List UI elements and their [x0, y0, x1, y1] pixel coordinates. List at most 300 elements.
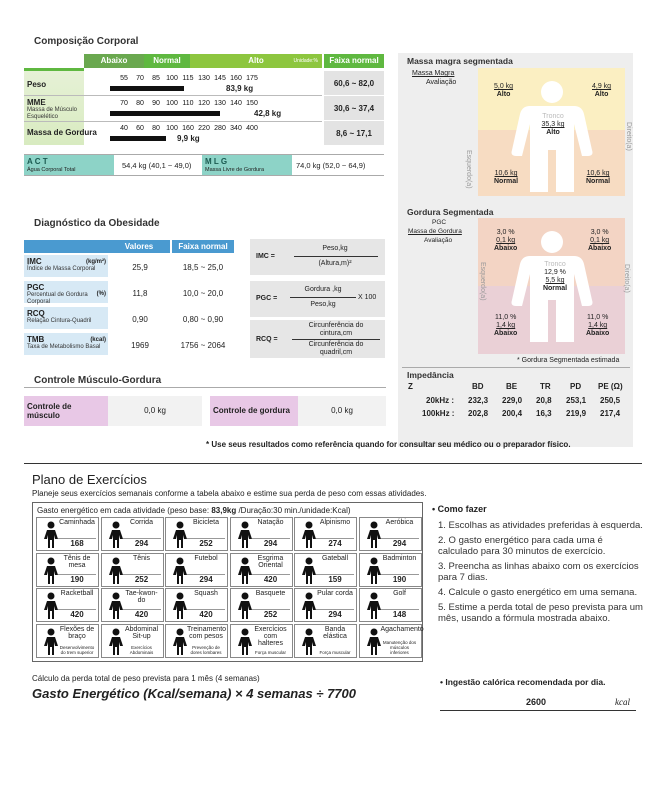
exercise-name: Agachamento: [380, 625, 424, 633]
exercise-figure-icon: [299, 628, 317, 648]
exercise-figure-icon: [235, 628, 253, 648]
exercise-kcal: 252: [252, 609, 290, 619]
exercise-cell: [36, 588, 99, 622]
intake-label: • Ingestão calórica recomendada por dia.: [440, 677, 606, 687]
range: 10,0 ~ 20,0: [182, 289, 224, 298]
exercise-cell: [165, 553, 228, 587]
exercise-cell: [359, 517, 422, 551]
tick-label: 100: [166, 75, 178, 82]
water-row: [24, 154, 384, 176]
header-range: Faixa normal: [324, 54, 384, 68]
exercise-cell: [101, 588, 164, 622]
exercise-figure-icon: [364, 628, 382, 648]
obesity-row-tmb: [24, 333, 234, 355]
mlg-value: 74,0 kg (52,0 ~ 64,9): [296, 161, 366, 170]
exercise-cell: [101, 553, 164, 587]
exercise-kcal: 420: [252, 574, 290, 584]
impedance-value: 253,1: [566, 396, 587, 405]
mlg-sublabel: Massa Livre de Gordura: [205, 167, 264, 173]
mme-label: [27, 98, 85, 121]
exercise-name: Esgrima Oriental: [257, 554, 284, 569]
plan-subtitle: Planeje seus exercícios semanais conforme a tabela abaixo e estime sua perda de peso com essas atividades.: [32, 489, 427, 498]
exercise-name: Exercícios com halteres: [254, 625, 287, 647]
sublabel: Índice de Massa Corporal: [27, 266, 96, 272]
exercise-figure-icon: [106, 521, 124, 541]
numerator: Peso,kg: [322, 245, 348, 252]
step: 4. Calcule o gasto energético em uma semana.: [438, 587, 638, 598]
mlg-label: M L G: [205, 157, 228, 166]
tick-label: 80: [136, 100, 144, 107]
howto-title-text: Como fazer: [437, 504, 487, 514]
impedance-value: 232,3: [468, 396, 489, 405]
exercise-name: Treinamento com pesos: [187, 625, 227, 640]
fat-right-leg: [586, 314, 609, 338]
exercise-kcal: 190: [381, 574, 419, 584]
exercise-cell: [230, 624, 293, 658]
exercise-kcal: Força muscular: [319, 649, 351, 655]
multiplier: X 100: [358, 294, 377, 301]
weight-loss-formula: Gasto Energético (Kcal/semana) × 4 semanas ÷ 7700: [32, 686, 356, 701]
exercise-kcal: 294: [252, 538, 290, 548]
impedance-value: 16,3: [536, 409, 552, 418]
name: Tronco: [542, 113, 564, 120]
divider: [24, 95, 322, 96]
impedance-header: BE: [506, 382, 518, 391]
fat-left-side: Esquerdo(a): [479, 262, 486, 301]
header-unit: Unidade:%: [293, 58, 318, 64]
step: 5. Estime a perda total de peso prevista para um mês, usando a fórmula mostrada abaixo.: [438, 602, 643, 624]
fat-seg-title: Gordura Segmentada: [407, 207, 494, 217]
impedance-header: BD: [472, 382, 484, 391]
fat-left-arm: [494, 229, 517, 253]
range: 0,80 ~ 0,90: [182, 315, 224, 324]
header-high: [190, 54, 322, 68]
label: RCQ: [27, 309, 45, 318]
exercise-kcal: 420: [58, 609, 96, 619]
fat-legend-eval: Avaliação: [424, 237, 453, 244]
exercise-figure-icon: [170, 628, 188, 648]
impedance-value: 229,0: [502, 396, 523, 405]
exercise-name: Pular corda: [317, 590, 353, 597]
tick-label: 130: [198, 75, 210, 82]
impedance-freq: 100kHz :: [422, 409, 455, 418]
exercise-cell: [294, 588, 357, 622]
exercise-figure-icon: [106, 628, 124, 648]
tick-label: 140: [230, 100, 242, 107]
lean-legend-eval: Avaliação: [426, 79, 457, 86]
value: 5,5 kg: [545, 277, 565, 284]
value: 11,8: [132, 289, 148, 298]
tick-label: 85: [152, 75, 160, 82]
range: 18,5 ~ 25,0: [182, 263, 224, 272]
fraction-line: [294, 256, 378, 257]
exercise-name: Corrida: [130, 519, 153, 526]
obesity-row-pgc: [24, 281, 234, 303]
fraction-line: [292, 339, 380, 340]
lean-right-side: Direito(a): [625, 122, 632, 151]
lean-body-figure: [508, 80, 596, 196]
exercise-cell: [359, 553, 422, 587]
intake-unit: kcal: [615, 697, 630, 707]
exercise-kcal: Força muscular: [254, 649, 286, 655]
mme-label-text: MME: [27, 98, 46, 107]
exercise-cell: [230, 553, 293, 587]
name: Tronco: [544, 261, 566, 268]
exercise-figure-icon: [41, 557, 59, 577]
exercise-figure-icon: [235, 557, 253, 577]
exercise-cell: [230, 588, 293, 622]
exercise-kcal: Prevenção de dores lombares: [190, 644, 222, 655]
exercise-figure-icon: [299, 521, 317, 541]
formula-name: PGC =: [256, 295, 278, 302]
intake-line: [440, 697, 636, 711]
grid-header-a: Gasto energético em cada atividade (peso base:: [37, 506, 212, 515]
lean-left-side: Esquerdo(a): [465, 150, 472, 189]
exercise-kcal: 252: [187, 538, 225, 548]
tick-label: 115: [182, 75, 194, 82]
weight-range: 60,6 ~ 82,0: [324, 71, 384, 95]
eval: Abaixo: [494, 330, 518, 337]
mme-scale: [116, 100, 260, 107]
exercise-name: Futebol: [194, 554, 218, 562]
exercise-figure-icon: [235, 592, 253, 612]
exercise-name: Racketball: [60, 590, 94, 597]
exercise-cell: [165, 517, 228, 551]
header-normal: Normal: [144, 54, 190, 68]
eval: Alto: [546, 129, 560, 136]
exercise-name: Tênis de mesa: [63, 554, 91, 569]
exercise-kcal: 148: [381, 609, 419, 619]
percent: 12,9 %: [544, 269, 566, 276]
label: IMC: [27, 257, 42, 266]
exercise-name: Flexões de braço: [59, 625, 95, 640]
act-sublabel: Água Corporal Total: [27, 167, 76, 173]
exercise-figure-icon: [41, 628, 59, 648]
eval: Normal: [586, 178, 611, 185]
fat-mass-range: 8,6 ~ 17,1: [324, 121, 384, 145]
exercise-name: Natação: [257, 519, 284, 526]
fat-legend-pgc: PGC: [432, 219, 447, 226]
exercise-name: Gateball: [321, 554, 349, 562]
lean-left-leg: [494, 170, 518, 186]
percent: 11,0 %: [495, 314, 517, 321]
exercise-figure-icon: [106, 592, 124, 612]
exercise-cell: [230, 517, 293, 551]
value: 1969: [131, 341, 149, 350]
fraction-line: [290, 297, 356, 298]
act-value: 54,4 kg (40,1 ~ 49,0): [122, 161, 192, 170]
exercise-kcal: Manutenção dos músculos inferiores: [382, 639, 417, 655]
exercise-figure-icon: [106, 557, 124, 577]
lean-right-leg: [586, 170, 610, 186]
lean-trunk: [538, 113, 568, 137]
exercise-kcal: 294: [316, 609, 354, 619]
divider: [24, 387, 386, 388]
exercise-name: Caminhada: [59, 519, 95, 526]
unit: (%): [96, 291, 106, 297]
eval: Normal: [542, 285, 568, 292]
tick-label: 400: [246, 125, 258, 132]
exercise-name: Badminton: [382, 554, 417, 562]
fat-trunk: [538, 261, 572, 293]
value: 10,6 kg: [494, 170, 518, 177]
obesity-header-corner: [24, 240, 108, 253]
grid-header: [37, 506, 351, 515]
sublabel: Relação Cintura-Quadril: [27, 318, 92, 324]
sublabel: Taxa de Metabolismo Basal: [27, 344, 101, 350]
tick-label: 220: [198, 125, 210, 132]
disclaimer: * Use seus resultados como referência quando for consultar seu médico ou o preparador físico.: [206, 440, 571, 449]
tick-label: 175: [246, 75, 258, 82]
tick-label: 70: [136, 75, 144, 82]
exercise-cell: [36, 553, 99, 587]
row-label: [24, 255, 108, 277]
exercise-kcal: 294: [187, 574, 225, 584]
muscle-control-label: Controle de músculo: [24, 396, 108, 426]
plan-title: Plano de Exercícios: [32, 472, 147, 487]
exercise-kcal: 294: [123, 538, 161, 548]
exercise-name: Basquete: [255, 590, 286, 597]
eval: Abaixo: [588, 245, 612, 252]
exercise-cell: [294, 553, 357, 587]
divider: [402, 367, 630, 368]
mme-value: 42,8 kg: [254, 109, 282, 118]
header-high-label: Alto: [248, 56, 264, 65]
denominator: Peso,kg: [310, 301, 336, 308]
tick-label: 90: [152, 100, 160, 107]
row-label: [24, 333, 108, 355]
value: 4,9 kg: [592, 83, 612, 90]
lean-legend-mass: Massa Magra: [412, 70, 455, 77]
exercise-figure-icon: [170, 557, 188, 577]
exercise-cell: [294, 624, 357, 658]
lean-title: Massa magra segmentada: [407, 56, 513, 66]
label: PGC: [27, 283, 45, 292]
tick-label: 55: [120, 75, 128, 82]
eval: Alto: [496, 91, 511, 98]
impedance-header: Z: [408, 382, 413, 391]
exercise-kcal: 252: [123, 574, 161, 584]
divider: [24, 463, 642, 464]
exercise-figure-icon: [364, 592, 382, 612]
eval: Abaixo: [494, 245, 518, 252]
denominator: (Altura,m)²: [318, 260, 352, 267]
obesity-header-range: Faixa normal: [172, 240, 234, 253]
weight-bar: [110, 86, 184, 91]
weight-label: Peso: [27, 80, 47, 89]
exercise-name: Tae-kwon-do: [125, 590, 158, 604]
exercise-kcal: 274: [316, 538, 354, 548]
exercise-name: Aeróbica: [385, 519, 414, 526]
exercise-name: Golf: [393, 590, 406, 597]
tick-label: 280: [214, 125, 226, 132]
exercise-name: Squash: [194, 590, 218, 597]
intake-value: 2600: [526, 697, 547, 707]
fat-right-side: Direito(a): [623, 264, 630, 293]
formula-name: IMC =: [256, 253, 275, 260]
value: 25,9: [132, 263, 148, 272]
step: 2. O gasto energético para cada uma é calculado para 30 minutos de exercício.: [438, 535, 606, 557]
exercise-kcal: Exercícios Abdominais: [129, 644, 154, 655]
muscle-control-value: 0,0 kg: [108, 396, 202, 426]
exercise-kcal: 420: [187, 609, 225, 619]
exercise-name: Banda elástica: [323, 625, 347, 640]
formula-name: RCQ =: [256, 336, 278, 343]
tick-label: 130: [214, 100, 226, 107]
exercise-cell: [359, 588, 422, 622]
exercise-kcal: 159: [316, 574, 354, 584]
howto-title: • Como fazer: [432, 504, 487, 514]
impedance-value: 202,8: [468, 409, 489, 418]
percent: 11,0 %: [587, 314, 609, 321]
mme-range: 30,6 ~ 37,4: [324, 96, 384, 120]
header-low: Abaixo: [84, 54, 144, 68]
value: 0,1 kg: [496, 237, 516, 244]
tick-label: 80: [152, 125, 160, 132]
exercise-kcal: 190: [58, 574, 96, 584]
exercise-cell: [101, 624, 164, 658]
exercise-cell: [165, 624, 228, 658]
howto-steps: [438, 520, 644, 628]
fat-control-label: Controle de gordura: [210, 396, 298, 426]
lean-right-arm: [592, 83, 611, 99]
exercise-figure-icon: [364, 521, 382, 541]
impedance-value: 250,5: [600, 396, 621, 405]
tick-label: 340: [230, 125, 242, 132]
eval: Abaixo: [586, 330, 610, 337]
value: 10,6 kg: [586, 170, 610, 177]
exercise-cell: [294, 517, 357, 551]
exercise-figure-icon: [235, 521, 253, 541]
row-label: [24, 307, 108, 329]
percent: 3,0 %: [590, 229, 609, 236]
tick-label: 100: [166, 100, 178, 107]
exercise-figure-icon: [364, 557, 382, 577]
eval: Normal: [494, 178, 519, 185]
exercise-grid: [32, 502, 423, 662]
act-label: A C T: [27, 157, 48, 166]
value: 0,90: [132, 315, 148, 324]
tick-label: 70: [120, 100, 128, 107]
label: TMB: [27, 335, 45, 344]
tick-label: 150: [246, 100, 258, 107]
impedance-value: 20,8: [536, 396, 552, 405]
fat-legend-mass: Massa de Gordura: [408, 228, 462, 235]
tick-label: 160: [182, 125, 194, 132]
tick-label: 60: [136, 125, 144, 132]
grid-header-c: /Duração:30 min./unidade:Kcal): [236, 506, 351, 515]
exercise-cell: [165, 588, 228, 622]
exercise-name: Abdominal Sit-up: [124, 625, 159, 640]
unit: (kcal): [90, 337, 106, 343]
composition-title: Composição Corporal: [34, 36, 139, 47]
weight-scale: [116, 75, 260, 82]
exercise-cell: [359, 624, 422, 658]
fat-control-value: 0,0 kg: [298, 396, 386, 426]
grid-header-weight: 83,9kg: [211, 506, 237, 515]
fat-left-leg: [494, 314, 517, 338]
mme-bar: [110, 111, 220, 116]
exercise-name: Tênis: [132, 554, 151, 562]
composition-table: [24, 54, 384, 178]
tick-label: 120: [198, 100, 210, 107]
fat-right-arm: [588, 229, 611, 253]
eval: Alto: [594, 91, 609, 98]
unit: (kg/m²): [86, 259, 106, 265]
exercise-figure-icon: [299, 557, 317, 577]
value: 35,3 kg: [541, 121, 565, 128]
formula-rcq: [250, 320, 385, 358]
divider: [24, 121, 322, 122]
fat-mass-label: Massa de Gordura: [27, 128, 97, 137]
range: 1756 ~ 2064: [180, 341, 226, 350]
impedance-header: TR: [540, 382, 551, 391]
exercise-kcal: 294: [381, 538, 419, 548]
sublabel: Percentual de Gordura Corporal: [27, 292, 88, 305]
obesity-row-imc: [24, 255, 234, 277]
value: 1,4 kg: [588, 322, 608, 329]
fat-seg-note: * Gordura Segmentada estimada: [517, 357, 620, 364]
tick-label: 40: [120, 125, 128, 132]
step: 1. Escolhas as atividades preferidas à esquerda.: [438, 520, 643, 531]
exercise-kcal: Desenvolvimento do trem superior: [59, 644, 95, 655]
exercise-cell: [36, 517, 99, 551]
exercise-cell: [36, 624, 99, 658]
impedance-header: PE (Ω): [598, 382, 623, 391]
exercise-figure-icon: [170, 592, 188, 612]
tick-label: 110: [182, 100, 194, 107]
formula-imc: [250, 239, 385, 275]
fat-mass-value: 9,9 kg: [177, 134, 200, 143]
impedance-header: PD: [570, 382, 582, 391]
percent: 3,0 %: [496, 229, 515, 236]
exercise-name: Alpinismo: [319, 519, 351, 526]
impedance-value: 219,9: [566, 409, 587, 418]
tick-label: 145: [214, 75, 226, 82]
formula-pgc: [250, 281, 385, 317]
control-title: Controle Músculo-Gordura: [34, 375, 162, 386]
value: 0,1 kg: [590, 237, 610, 244]
tick-label: 100: [166, 125, 178, 132]
fat-mass-scale: [116, 125, 260, 132]
lean-left-arm: [494, 83, 513, 99]
mme-sublabel: Massa de Músculo Esquelético: [27, 107, 78, 120]
impedance-freq: 20kHz :: [426, 396, 455, 405]
exercise-figure-icon: [41, 521, 59, 541]
fat-mass-bar: [110, 136, 166, 141]
obesity-title: Diagnóstico da Obesidade: [34, 218, 160, 229]
intake-label-text: Ingestão calórica recomendada por dia.: [445, 677, 606, 687]
row-label: [24, 281, 108, 303]
numerator: Gordura ,kg: [304, 286, 342, 293]
tick-label: 160: [230, 75, 242, 82]
exercise-figure-icon: [41, 592, 59, 612]
impedance-value: 200,4: [502, 409, 523, 418]
value: 1,4 kg: [496, 322, 516, 329]
denominator: Circunferência do quadril,cm: [308, 341, 364, 356]
calc-label: Cálculo da perda total de peso prevista para 1 mês (4 semanas): [32, 674, 260, 683]
obesity-row-rcq: [24, 307, 234, 329]
exercise-name: Bicicleta: [192, 519, 220, 526]
impedance-value: 217,4: [600, 409, 621, 418]
exercise-kcal: 420: [123, 609, 161, 619]
numerator: Circunferência do cintura,cm: [308, 322, 364, 337]
value: 5,0 kg: [494, 83, 514, 90]
exercise-figure-icon: [170, 521, 188, 541]
exercise-figure-icon: [299, 592, 317, 612]
exercise-kcal: 168: [58, 538, 96, 548]
exercise-cell: [101, 517, 164, 551]
